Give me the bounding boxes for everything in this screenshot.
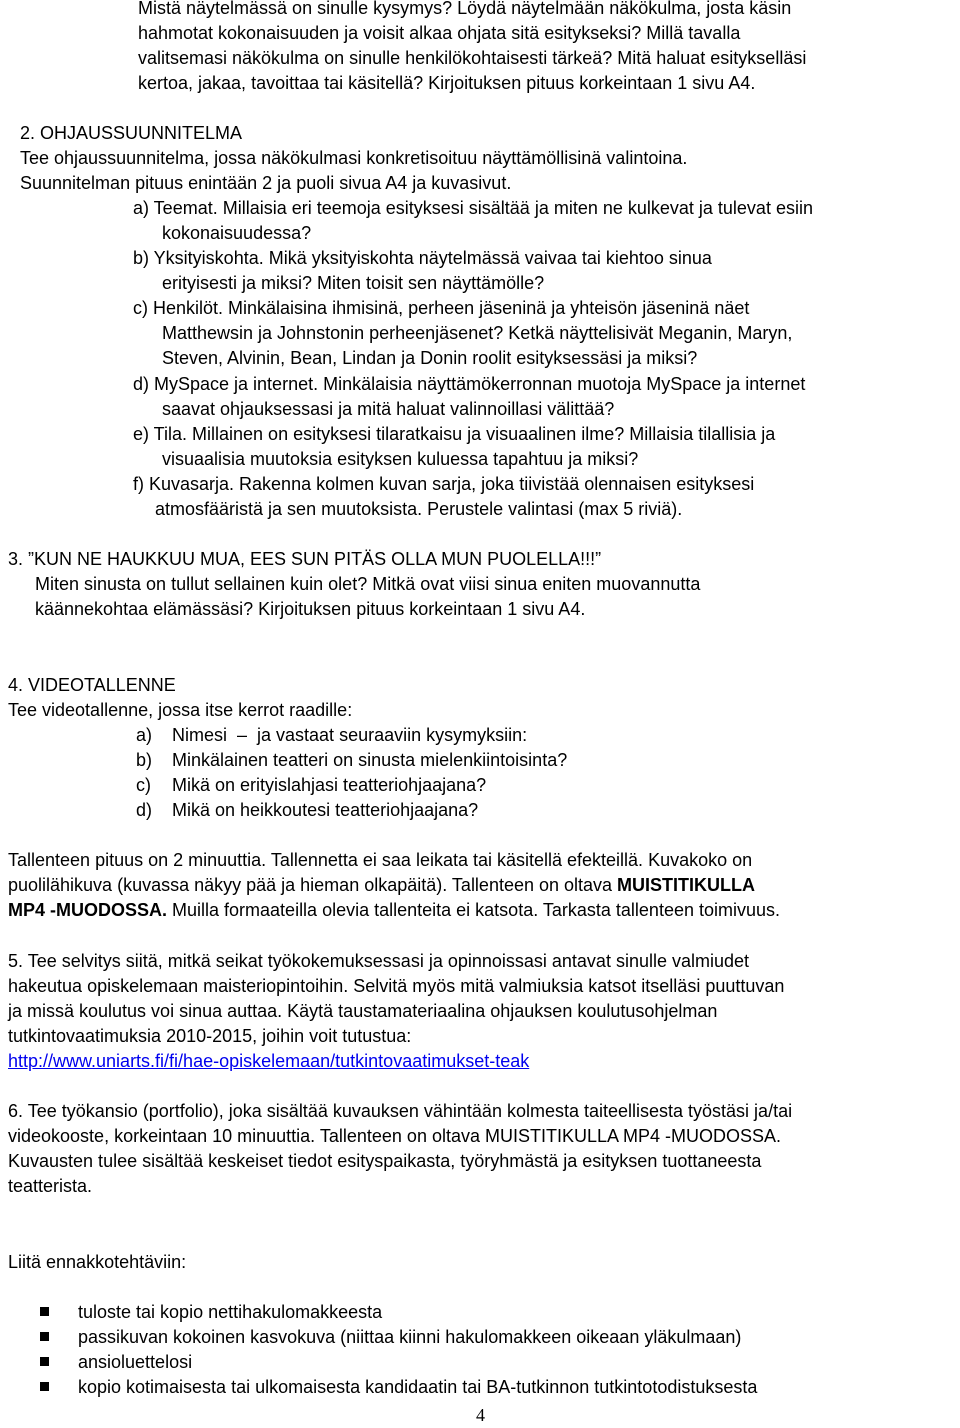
- item-kuvasarja: f) Kuvasarja. Rakenna kolmen kuvan sarja, joka tiivistää olennaisen esityksesi: [133, 474, 755, 494]
- curriculum-link[interactable]: http://www.uniarts.fi/fi/hae-opiskelemaan/tutkintovaatimukset-teak: [8, 1051, 530, 1071]
- section-6-line: teatterista.: [8, 1176, 93, 1196]
- section-3-line: Miten sinusta on tullut sellainen kuin olet? Mitkä ovat viisi sinua eniten muovannutta: [35, 574, 701, 594]
- section-5-line: hakeutua opiskelemaan maisteriopintoihin. Selvitä myös mitä valmiuksia katsot itselläsi puuttuvan: [8, 976, 785, 996]
- attachments-heading: Liitä ennakkotehtäviin:: [8, 1252, 187, 1272]
- attachment-item: passikuvan kokoinen kasvokuva (niittaa kiinni hakulomakkeen oikeaan yläkulmaan): [78, 1327, 742, 1347]
- question-label: b): [136, 750, 153, 770]
- item-yksityiskohta-cont: erityisesti ja miksi? Miten toisit sen näyttämölle?: [162, 273, 545, 293]
- section-6-line: Kuvausten tulee sisältää keskeiset tiedot esityspaikasta, työryhmästä ja esityksen tuottaneesta: [8, 1151, 762, 1171]
- recording-text: puolilähikuva (kuvassa näkyy pää ja hieman olkapäitä). Tallenteen on oltava: [8, 875, 618, 895]
- section-5-line: tutkintovaatimuksia 2010-2015, joihin voit tutustua:: [8, 1026, 412, 1046]
- recording-format-emphasis: MUISTITIKULLA: [617, 875, 756, 895]
- page-number: 4: [476, 1405, 485, 1425]
- bullet-square-icon: [40, 1307, 49, 1316]
- item-henkilot-cont: Steven, Alvinin, Bean, Lindan ja Donin roolit esityksessäsi ja miksi?: [162, 348, 698, 368]
- recording-text: Muilla formaateilla olevia tallenteita ei katsota. Tarkasta tallenteen toimivuus.: [167, 900, 780, 920]
- item-tila-cont: visuaalisia muutoksia esityksen kuluessa tapahtuu ja miksi?: [162, 449, 639, 469]
- item-kuvasarja-cont: atmosfääristä ja sen muutoksista. Perustele valintasi (max 5 riviä).: [155, 499, 683, 519]
- item-yksityiskohta: b) Yksityiskohta. Mikä yksityiskohta näytelmässä vaivaa tai kiehtoo sinua: [133, 248, 712, 268]
- question-text: Mikä on heikkoutesi teatteriohjaajana?: [172, 800, 479, 820]
- bullet-square-icon: [40, 1357, 49, 1366]
- section-6-line: 6. Tee työkansio (portfolio), joka sisältää kuvauksen vähintään kolmesta taiteellisesta työstäsi ja/tai: [8, 1101, 793, 1121]
- recording-line: [8, 873, 755, 898]
- bullet-square-icon: [40, 1382, 49, 1391]
- section-6-line: videokooste, korkeintaan 10 minuuttia. Tallenteen on oltava MUISTITIKULLA MP4 -MUODOSSA.: [8, 1126, 782, 1146]
- bullet-square-icon: [40, 1332, 49, 1341]
- section-2-heading: 2. OHJAUSSUUNNITELMA: [20, 123, 243, 143]
- item-henkilot-cont: Matthewsin ja Johnstonin perheenjäsenet? Ketkä näyttelisivät Meganin, Maryn,: [162, 323, 793, 343]
- section-2-desc: Suunnitelman pituus enintään 2 ja puoli sivua A4 ja kuvasivut.: [20, 173, 512, 193]
- attachment-item: tuloste tai kopio nettihakulomakkeesta: [78, 1302, 383, 1322]
- question-label: a): [136, 725, 153, 745]
- question-text: Nimesi – ja vastaat seuraaviin kysymyksiin:: [172, 725, 528, 745]
- attachment-item: ansioluettelosi: [78, 1352, 193, 1372]
- item-teemat: a) Teemat. Millaisia eri teemoja esityksesi sisältää ja miten ne kulkevat ja tulevat esiin: [133, 198, 813, 218]
- question-label: d): [136, 800, 153, 820]
- item-myspace-cont: saavat ohjauksessasi ja mitä haluat valinnoillasi välittää?: [162, 399, 615, 419]
- recording-line: [8, 898, 780, 923]
- recording-format-emphasis: MP4 -MUODOSSA.: [8, 900, 168, 920]
- section-4-intro: Tee videotallenne, jossa itse kerrot raadille:: [8, 700, 353, 720]
- section-2-desc: Tee ohjaussuunnitelma, jossa näkökulmasi konkretisoituu näyttämöllisinä valintoina.: [20, 148, 688, 168]
- item-myspace: d) MySpace ja internet. Minkälaisia näyttämökerronnan muotoja MySpace ja internet: [133, 374, 806, 394]
- item-henkilot: c) Henkilöt. Minkälaisina ihmisinä, perheen jäseninä ja yhteisön jäseninä näet: [133, 298, 750, 318]
- item-teemat-cont: kokonaisuudessa?: [162, 223, 312, 243]
- section-3-heading: 3. ”KUN NE HAUKKUU MUA, EES SUN PITÄS OLLA MUN PUOLELLA!!!”: [8, 549, 602, 569]
- section-5-line: ja missä koulutus voi sinua auttaa. Käytä taustamateriaalina ohjauksen koulutusohjelman: [8, 1001, 718, 1021]
- question-text: Minkälainen teatteri on sinusta mielenkiintoisinta?: [172, 750, 568, 770]
- attachment-item: kopio kotimaisesta tai ulkomaisesta kandidaatin tai BA-tutkinnon tutkintotodistuksesta: [78, 1377, 758, 1397]
- intro-line: hahmotat kokonaisuuden ja voisit alkaa ohjata sitä esitykseksi? Millä tavalla: [138, 23, 741, 43]
- recording-line: Tallenteen pituus on 2 minuuttia. Tallennetta ei saa leikata tai käsitellä efekteillä. Kuvakoko on: [8, 850, 753, 870]
- question-text: Mikä on erityislahjasi teatteriohjaajana?: [172, 775, 487, 795]
- section-3-line: käännekohtaa elämässäsi? Kirjoituksen pituus korkeintaan 1 sivu A4.: [35, 599, 586, 619]
- question-item: [136, 723, 527, 748]
- intro-line: valitsemasi näkökulma on sinulle henkilökohtaisesti tärkeä? Mitä haluat esitykselläsi: [138, 48, 807, 68]
- question-item: [136, 798, 478, 823]
- question-item: [136, 748, 567, 773]
- question-item: [136, 773, 486, 798]
- section-4-heading: 4. VIDEOTALLENNE: [8, 675, 176, 695]
- intro-line: Mistä näytelmässä on sinulle kysymys? Löydä näytelmään näkökulma, josta käsin: [138, 0, 792, 18]
- section-5-line: 5. Tee selvitys siitä, mitkä seikat työkokemuksessasi ja opinnoissasi antavat sinulle valmiudet: [8, 951, 750, 971]
- intro-line: kertoa, jakaa, tavoittaa tai käsitellä? Kirjoituksen pituus korkeintaan 1 sivu A4.: [138, 73, 756, 93]
- item-tila: e) Tila. Millainen on esityksesi tilaratkaisu ja visuaalinen ilme? Millaisia tilallisia ja: [133, 424, 776, 444]
- question-label: c): [136, 775, 151, 795]
